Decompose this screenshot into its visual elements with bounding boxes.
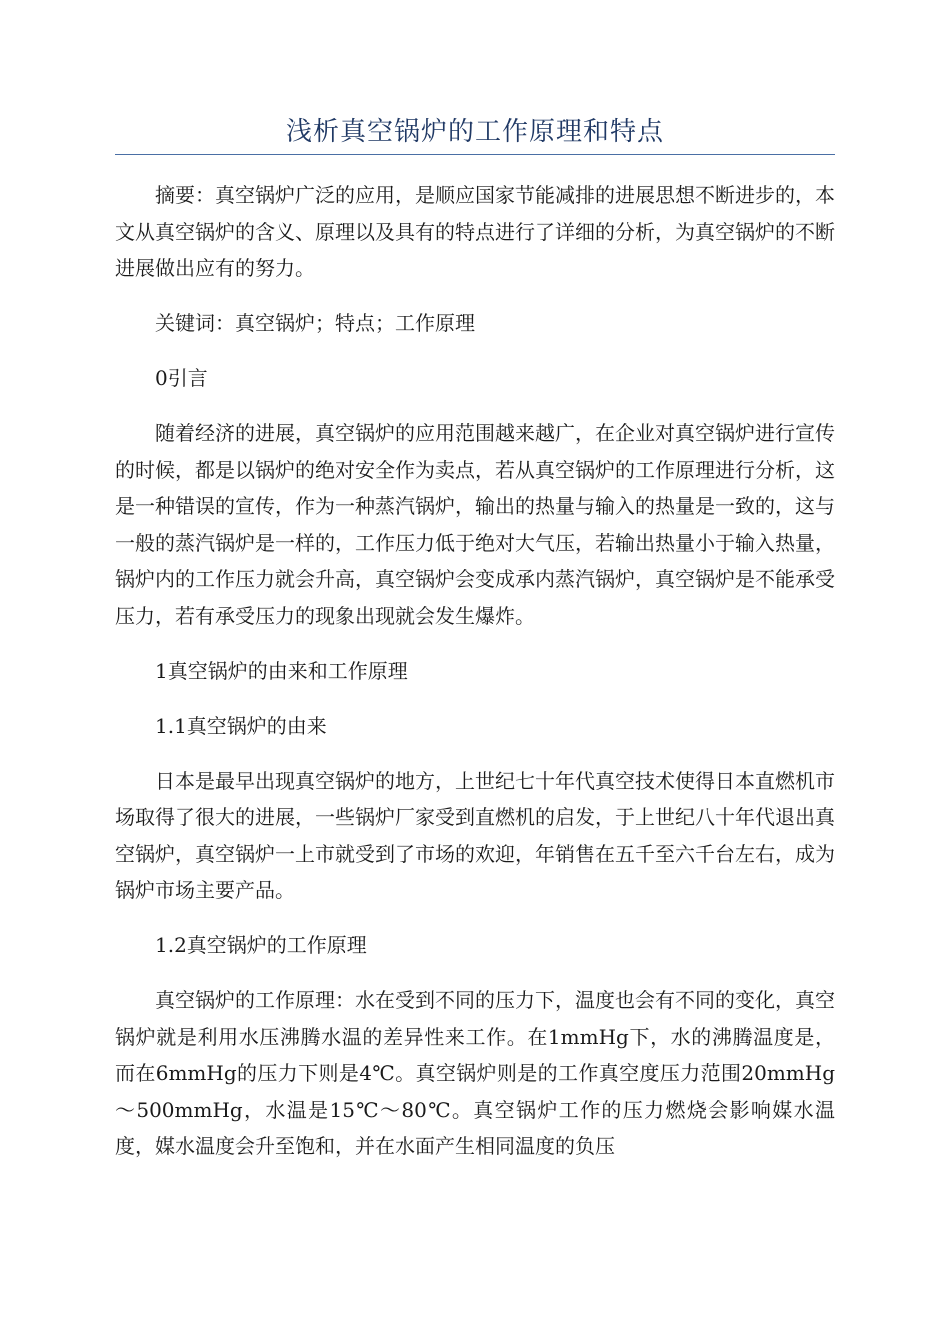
- principle-paragraph: 真空锅炉的工作原理：水在受到不同的压力下，温度也会有不同的变化，真空锅炉就是利用水压沸腾水温的差异性来工作。在1mmHg下，水的沸腾温度是，而在6mmHg的压力下则是4℃。真空锅炉则是的工作真空度压力范围20mmHg～500mmHg，水温是15℃～80℃。真空锅炉工作的压力燃烧会影响媒水温度，媒水温度会升至饱和，并在水面产生相同温度的负压: [115, 988, 835, 1158]
- origin-paragraph: 日本是最早出现真空锅炉的地方，上世纪七十年代真空技术使得日本直燃机市场取得了很大的进展，一些锅炉厂家受到直燃机的启发，于上世纪八十年代退出真空锅炉，真空锅炉一上市就受到了市场的欢迎，年销售在五千至六千台左右，成为锅炉市场主要产品。: [115, 768, 835, 902]
- keywords-paragraph: 关键词：真空锅炉；特点；工作原理: [155, 311, 475, 335]
- section-heading-1-1: 1.1真空锅炉的由来: [155, 713, 327, 738]
- section-heading-1-2: 1.2真空锅炉的工作原理: [155, 933, 367, 957]
- document-title: 浅析真空锅炉的工作原理和特点: [285, 117, 664, 147]
- section-heading-introduction: 0引言: [155, 366, 208, 390]
- introduction-paragraph: 随着经济的进展，真空锅炉的应用范围越来越广，在企业对真空锅炉进行宣传的时候，都是以锅炉的绝对安全作为卖点，若从真空锅炉的工作原理进行分析，这是一种错误的宣传，作为一种蒸汽锅炉，输出的热量与输入的热量是一致的，这与一般的蒸汽锅炉是一样的，工作压力低于绝对大气压，若输出热量小于输入热量，锅炉内的工作压力就会升高，真空锅炉会变成承内蒸汽锅炉，真空锅炉是不能承受压力，若有承受压力的现象出现就会发生爆炸。: [115, 421, 835, 628]
- abstract-paragraph: 摘要：真空锅炉广泛的应用，是顺应国家节能减排的进展思想不断进步的，本文从真空锅炉的含义、原理以及具有的特点进行了详细的分析，为真空锅炉的不断进展做出应有的努力。: [115, 183, 835, 280]
- document-body: [115, 177, 835, 1165]
- title-underline: [115, 154, 835, 155]
- section-heading-1: 1真空锅炉的由来和工作原理: [155, 658, 408, 683]
